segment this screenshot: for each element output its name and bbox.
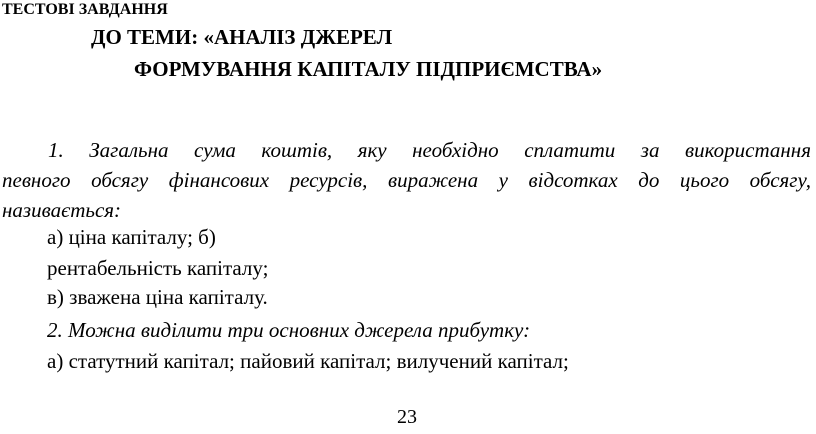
question-1-line-1: 1. Загальна сума коштів, яку необхідно сплатити за використання [48, 138, 811, 162]
question-1-answer-b: рентабельність капіталу; [47, 256, 269, 280]
page-title-line-2: ФОРМУВАННЯ КАПІТАЛУ ПІДПРИЄМСТВА» [134, 57, 603, 81]
question-1-line-3: називається: [2, 198, 122, 222]
question-2: 2. Можна виділити три основних джерела прибутку: [47, 318, 531, 342]
question-1 [2, 135, 811, 225]
page-title-line-1: ДО ТЕМИ: «АНАЛІЗ ДЖЕРЕЛ [91, 25, 393, 49]
question-2-answer-a: а) статутний капітал; пайовий капітал; вилучений капітал; [47, 349, 569, 373]
page-number: 23 [397, 406, 417, 428]
question-1-answer-c: в) зважена ціна капіталу. [47, 285, 268, 309]
section-label: ТЕСТОВІ ЗАВДАННЯ [2, 1, 168, 18]
question-1-answer-a: а) ціна капіталу; б) [47, 225, 216, 249]
question-1-line-2: певного обсягу фінансових ресурсів, виражена у відсотках до цього обсягу, [2, 168, 811, 192]
